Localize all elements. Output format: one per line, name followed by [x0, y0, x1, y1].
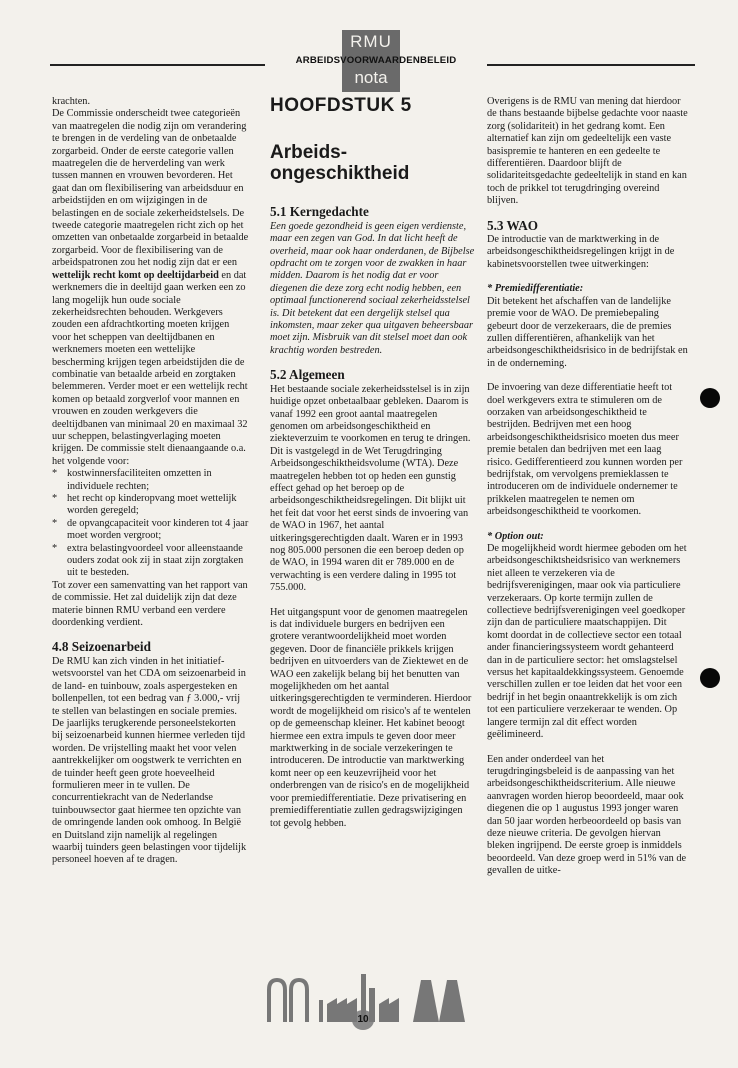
wao-intro-paragraph: De introductie van de marktwerking in de arbeidsongeschiktheidsregelingen krijgt in de kabinetsvoorstellen twee uitwerkingen:: [487, 234, 675, 270]
section-heading-seizoenarbeid: 4.8 Seizoenarbeid: [52, 639, 151, 655]
list-item: * het recht op kinderopvang moet wettelijk worden geregeld;: [52, 493, 249, 518]
header-rule-left: [50, 64, 265, 66]
intro-bold-text: wettelijk recht komt op deeltijdarbeid: [52, 269, 219, 281]
intro-rest-text: en dat werknemers die in deeltijd gaan werken een zo lang mogelijk hun oude sociale zekerheidsrechten behouden. Werkgevers zouden een afdrachtkorting moeten krijgen voor het scheppen van deeltijdbanen en werknemers moeten een wettelijke bescherming krijgen tegen arbeidstijden die de combinatie van betaalde arbeid en zorgtaken belemmeren. Verder moet er een wettelijk recht komen op betaald zorgverlof voor mannen en vrouwen en zouden werkgevers die deeltijdbanen van minimaal 20 en maximaal 32 uur scheppen, belastingverlaging moeten krijgen. De commissie stelt dienaangaande o.a. het volgende voor:: [52, 269, 248, 467]
intro-text: krachten. De Commissie onderscheidt twee categorieën van maatregelen die nodig zijn om verandering te brengen in de verdeling van de onbetaalde zorgarbeid. Onder de eerste categorie vallen maatregelen die de herverdeling van werk tussen mannen en vrouwen bevorderen. Het gaat dan om flexibilisering van arbeidsduur en arbeidstijden en om wijzigingen in de belastingen en de sociale zekerheidstelsels. De tweede categorie maatregelen richt zich op het omzetten van onbetaalde zorgarbeid in betaalde zorgarbeid. Voor de flexibilisering van de arbeidspatronen zou het nodig zijn dat er een: [52, 96, 249, 269]
differentiatie-paragraph: De invoering van deze differentiatie heeft tot doel werkgevers extra te stimuleren om de oorzaken van arbeidsongeschiktheid te bestrijden. Bedrijven met een hoog arbeidsongeschiktheidsrisico moeten dus meer premie betalen dan bedrijven met een laag risico. Gedifferentieerd zou kunnen worden per bedrijfstak, om vervolgens premieklassen te introduceren om de individuele ondernemer te prikkelen maatregelen te nemen om arbeidsongeschiktheid te voorkomen.: [487, 382, 683, 518]
column-left: [52, 96, 249, 879]
option-out-paragraph: De mogelijkheid wordt hiermee geboden om het arbeidsongeschiktsheidsrisico van werknemers niet alleen te verzekeren via de bedrijfsverenigingen, maar ook via particuliere verzekeraars. Op korte termijn zullen de collectieve bedrijfsverenigingen veel goedkoper zijn dan de particuliere maatschappijen. Dit komt doordat in de collectieve sector een totaal ander financieringssysteem wordt gehanteerd dan in de particuliere sector: het omslagstelsel versus het kapitaaldekkingssysteem. Genoemde verschillen zullen er toe leiden dat het voor een bedrijf in het begin onaantrekkelijk is om zich tot een particuliere verzekeraar te wenden. Op langere termijn zal dit effect worden geëlimineerd.: [487, 543, 687, 741]
logo-bottom-text: nota: [354, 68, 388, 87]
premiedifferentiatie-paragraph: Dit betekent het afschaffen van de landelijke premie voor de WAO. De premiebepaling gebeurt door de verzekeraars, die de premies zullen differentiëren, afhankelijk van het arbeidsongeschiktheidsrisico in de bedrijfstak en in de onderneming.: [487, 295, 688, 369]
punch-hole: [700, 668, 720, 688]
list-item: * extra belastingvoordeel voor alleenstaande ouders zodat ook zij in staat zijn zorgtaken uit te besteden.: [52, 543, 249, 580]
chapter-heading: HOOFDSTUK 5: [270, 95, 412, 116]
page-number: 10: [352, 1010, 374, 1030]
column-right: [487, 96, 689, 890]
chapter-title: Arbeids- ongeschiktheid: [270, 142, 410, 185]
list-item: * kostwinnersfaciliteiten omzetten in individuele rechten;: [52, 468, 249, 493]
criterium-paragraph: Een ander onderdeel van het terugdringingsbeleid is de aanpassing van het arbeidsongeschiktheidscriterium. Alle nieuwe aanvragen worden hierop beoordeeld, maar ook diegenen die op 1 augustus 1993 jonger waren dan 50 jaar worden herbeoordeeld op basis van deze nieuwe criteria. De gevolgen hiervan bleken ingrijpend. De eerste groep is inmiddels beoordeeld. Van deze groep werd in 51% van de gevallen de uitke-: [487, 753, 687, 877]
section-heading-wao: 5.3 WAO: [487, 217, 539, 233]
solidariteit-paragraph: Overigens is de RMU van mening dat hierdoor de thans bestaande bijbelse gedachte voor naaste zorg (solidariteit) in het gedrang komt. Een alternatief kan zijn om gedeeltelijk een vaste basispremie te hanteren en een gedeelte te differentiëren. Daardoor blijft de solidariteitsgedachte gedeeltelijk in stand en kan toch de prikkel tot terugdringing overeind blijven.: [487, 96, 688, 207]
list-item: * de opvangcapaciteit voor kinderen tot 4 jaar moet worden vergroot;: [52, 518, 249, 543]
punch-hole: [700, 388, 720, 408]
intro-paragraph: [52, 96, 249, 468]
subheading-premiedifferentiatie: * Premiedifferentiatie:: [487, 283, 584, 295]
summary-paragraph: Tot zover een samenvatting van het rapport van de commissie. Het zal duidelijk zijn dat deze materie binnen RMU verband een verdere doordenking verdient.: [52, 579, 248, 629]
logo-top-text: RMU: [350, 32, 392, 51]
section-heading-kerngedachte: 5.1 Kerngedachte: [270, 204, 369, 220]
header-rule-right: [487, 64, 695, 66]
algemeen-paragraph-1: Het bestaande sociale zekerheidsstelsel is in zijn huidige opzet onbetaalbaar gebleken. Daarom is vanaf 1992 een groot aantal maatregelen genomen om arbeidsongeschiktheid en ziekteverzuim te voorkomen en terug te dringen. Dit is vastgelegd in de Wet Terugdringing Arbeidsongeschiktheidsvolume (WTA). Deze maatregelen hebben tot op heden een gunstig effect gehad op het beroep op de arbeidsongeschiktheidsregelingen. Dit blijkt uit het feit dat voor het eerst sinds de invoering van de WAO in 1967, het aantal uitkeringsgerechtigden daalt. Waren er in 1993 nog 805.000 personen die een beroep deden op de WAO, in 1994 waren dit er 789.000 en de verwachting is een verdere daling in 1995 tot 755.000.: [270, 383, 471, 594]
header-section-title: ARBEIDSVOORWAARDENBELEID: [295, 55, 457, 66]
subheading-option-out: * Option out:: [487, 530, 544, 542]
kerngedachte-paragraph: Een goede gezondheid is geen eigen verdienste, maar een zegen van God. In dat licht heeft de overheid, maar ook haar onderdanen, de Bijbelse opdracht om te zorgen voor de zwakken in haar midden. Daarom is het nodig dat er voor diegenen die deze zorg echt nodig hebben, een optimaal functionerend sociaal zekerheidsstelsel is. Dit betekent dat een dergelijk stelsel qua inkomsten, maar zeker qua uitgaven beheersbaar moet zijn. Misbruik van dit stelsel moet dan ook krachtig worden bestreden.: [270, 220, 475, 356]
seizoenarbeid-paragraph: De RMU kan zich vinden in het initiatief-wetsvoorstel van het CDA om seizoenarbeid in de land- en tuinbouw, zoals aspergesteken en bollenpellen, tot een bedrag van ƒ 3.000,- vrij te stellen van belastingen en sociale premies. De jaarlijks terugkerende personeelstekorten bij seizoenarbeid kunnen hiermee verleden tijd worden. De vrijstelling maakt het voor velen aantrekkelijker om oogstwerk te verrichten en de tuinder heeft geen grote hoeveelheid formulieren meer in te vullen. De concurrentiekracht van de Nederlandse tuinbouwsector gaat hiermee ten opzichte van de omringende landen ook omhoog. In België en Duitsland zijn namelijk al regelingen waarbij tuinders geen belastingen voor tijdelijk personeel hoeven af te dragen.: [52, 655, 247, 866]
section-heading-algemeen: 5.2 Algemeen: [270, 367, 345, 383]
algemeen-paragraph-2: Het uitgangspunt voor de genomen maatregelen is dat individuele burgers en bedrijven een grotere verantwoordelijkheid moet worden gegeven. Door de financiële prikkels krijgen bedrijven en uitvoerders van de Ziektewet en de WAO een zakelijk belang bij het benutten van mogelijkheden om het aantal uitkeringsgerechtigden te verminderen. Hierdoor wordt de mogelijkheid om risico's af te wentelen op de gemeenschap kleiner. Het kabinet beoogt hiermee een extra impuls te geven door meer marktwerking in de sociale verzekeringen te introduceren. De introductie van marktwerking komt neer op een keuzevrijheid voor het onderbrengen van de risico's en de mogelijkheid voor premiedifferentiatie. Deze privatisering en premiedifferentiatie zullen gedragswijzigingen tot gevolg hebben.: [270, 606, 472, 829]
column-middle: [270, 96, 475, 842]
proposal-list: [52, 468, 249, 580]
